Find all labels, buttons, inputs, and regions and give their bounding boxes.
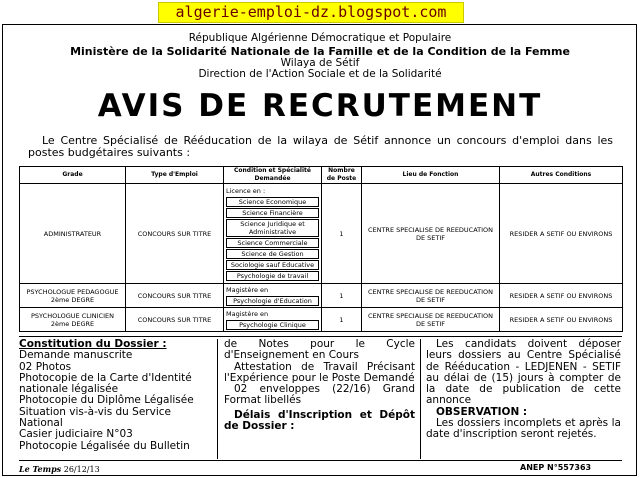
grade-cell: PSYCHOLOGUE PEDAGOGUE 2ème DEGRE bbox=[20, 284, 126, 308]
dossier-item: Situation vis-à-vis du Service National bbox=[19, 405, 171, 430]
condition-label: Licence en : bbox=[226, 186, 266, 195]
dossier-item: Attestation de Travail Précisant l'Expérience pour le Poste Demandé bbox=[224, 360, 415, 384]
speciality: Science Financière bbox=[226, 208, 319, 218]
divider bbox=[19, 460, 622, 461]
condition-cell bbox=[224, 308, 322, 332]
delais-heading: Délais d'Inscription et Dépôt de Dossier : bbox=[224, 408, 415, 433]
grade-cell: ADMINISTRATEUR bbox=[20, 184, 126, 284]
place-cell: CENTRE SPECIALISE DE REEDUCATION DE SETIF bbox=[362, 284, 500, 308]
divider bbox=[19, 336, 622, 337]
table-header: Grade bbox=[20, 167, 126, 184]
count-cell: 1 bbox=[322, 184, 362, 284]
dossier-item: Photocopie du Diplôme Légalisée bbox=[19, 394, 194, 407]
other-cell: RESIDER A SETIF OU ENVIRONS bbox=[500, 308, 623, 332]
table-row bbox=[20, 284, 623, 308]
condition-cell bbox=[224, 184, 322, 284]
dossier-item: 02 Photos bbox=[19, 360, 72, 373]
table-row bbox=[20, 308, 623, 332]
table-header: Condition et Spécialité Demandée bbox=[224, 167, 322, 184]
speciality: Science Commerciale bbox=[226, 238, 319, 248]
type-cell: CONCOURS SUR TITRE bbox=[126, 184, 224, 284]
newspaper-source bbox=[19, 464, 100, 474]
dossier-column bbox=[19, 339, 209, 452]
dossier-column-2 bbox=[224, 339, 415, 432]
anep-number: ANEP N°557363 bbox=[520, 463, 592, 472]
wilaya-line: Wilaya de Sétif bbox=[280, 57, 360, 69]
grade-cell: PSYCHOLOGUE CLINICIEN 2ème DEGRE bbox=[20, 308, 126, 332]
table-header: Lieu de Fonction bbox=[362, 167, 500, 184]
table-header: Nombre de Poste bbox=[322, 167, 362, 184]
intro-paragraph: Le Centre Spécialisé de Rééducation de la wilaya de Sétif annonce un concours d'emploi dans les postes budgétaires suivants : bbox=[28, 134, 613, 159]
page-title: AVIS DE RECRUTEMENT bbox=[97, 88, 543, 124]
place-cell: CENTRE SPECIALISE DE REEDUCATION DE SETIF bbox=[362, 308, 500, 332]
observation-text: Les dossiers incomplets et après la date d'inscription seront rejetés. bbox=[426, 417, 621, 441]
other-cell: RESIDER A SETIF OU ENVIRONS bbox=[500, 284, 623, 308]
column-divider bbox=[217, 339, 218, 459]
table-header-row bbox=[20, 167, 623, 184]
speciality: Science de Gestion bbox=[226, 249, 319, 259]
deposit-text: Les candidats doivent déposer leurs dossiers au Centre Spécialisé de Rééducation - LEDJENEN - SETIF au délai de (15) jours à compter de la date de publication de cette annonce bbox=[426, 338, 621, 407]
condition-label: Magistère en bbox=[226, 285, 269, 294]
republic-line: République Algérienne Démocratique et Populaire bbox=[188, 32, 452, 44]
dossier-item: Demande manuscrite bbox=[19, 349, 133, 362]
type-cell: CONCOURS SUR TITRE bbox=[126, 284, 224, 308]
place-cell: CENTRE SPECIALISE DE REEDUCATION DE SETIF bbox=[362, 184, 500, 284]
other-cell: RESIDER A SETIF OU ENVIRONS bbox=[500, 184, 623, 284]
speciality: Psychologie d'Education bbox=[226, 296, 319, 306]
count-cell: 1 bbox=[322, 308, 362, 332]
dossier-item: Photocopie de la Carte d'Identité nationale légalisée bbox=[19, 371, 192, 396]
table-header: Autres Conditions bbox=[500, 167, 623, 184]
dossier-item: 02 enveloppes (22/16) Grand Format libellés bbox=[224, 383, 415, 407]
type-cell: CONCOURS SUR TITRE bbox=[126, 308, 224, 332]
dossier-item: Photocopie Légalisée du Bulletin bbox=[19, 439, 190, 452]
speciality: Sociologie sauf Educative bbox=[226, 260, 319, 270]
ministry-line: Ministère de la Solidarité Nationale de la Famille et de la Condition de la Femme bbox=[70, 45, 570, 58]
speciality: Psychologie de travail bbox=[226, 271, 319, 281]
condition-cell bbox=[224, 284, 322, 308]
observation-label: OBSERVATION : bbox=[436, 405, 528, 418]
table-row bbox=[20, 184, 623, 284]
blog-banner: algerie-emploi-dz.blogspot.com bbox=[158, 2, 464, 23]
dossier-item: Casier judiciaire N°03 bbox=[19, 428, 133, 441]
condition-label: Magistère en bbox=[226, 309, 269, 318]
dossier-heading: Constitution du Dossier : bbox=[19, 338, 167, 350]
speciality: Psychologie Clinique bbox=[226, 320, 319, 330]
direction-line: Direction de l'Action Sociale et de la Solidarité bbox=[198, 68, 442, 80]
count-cell: 1 bbox=[322, 284, 362, 308]
speciality: Science Juridique et Administrative bbox=[226, 219, 319, 237]
publication-date: 26/12/13 bbox=[63, 465, 100, 474]
deposit-column bbox=[426, 339, 621, 441]
dossier-item: de Notes pour le Cycle d'Enseignement en Cours bbox=[224, 338, 415, 362]
speciality: Science Economique bbox=[226, 197, 319, 207]
table-header: Type d'Emploi bbox=[126, 167, 224, 184]
newspaper-name: Le Temps bbox=[19, 464, 62, 474]
positions-table bbox=[19, 166, 623, 332]
column-divider bbox=[420, 339, 421, 459]
